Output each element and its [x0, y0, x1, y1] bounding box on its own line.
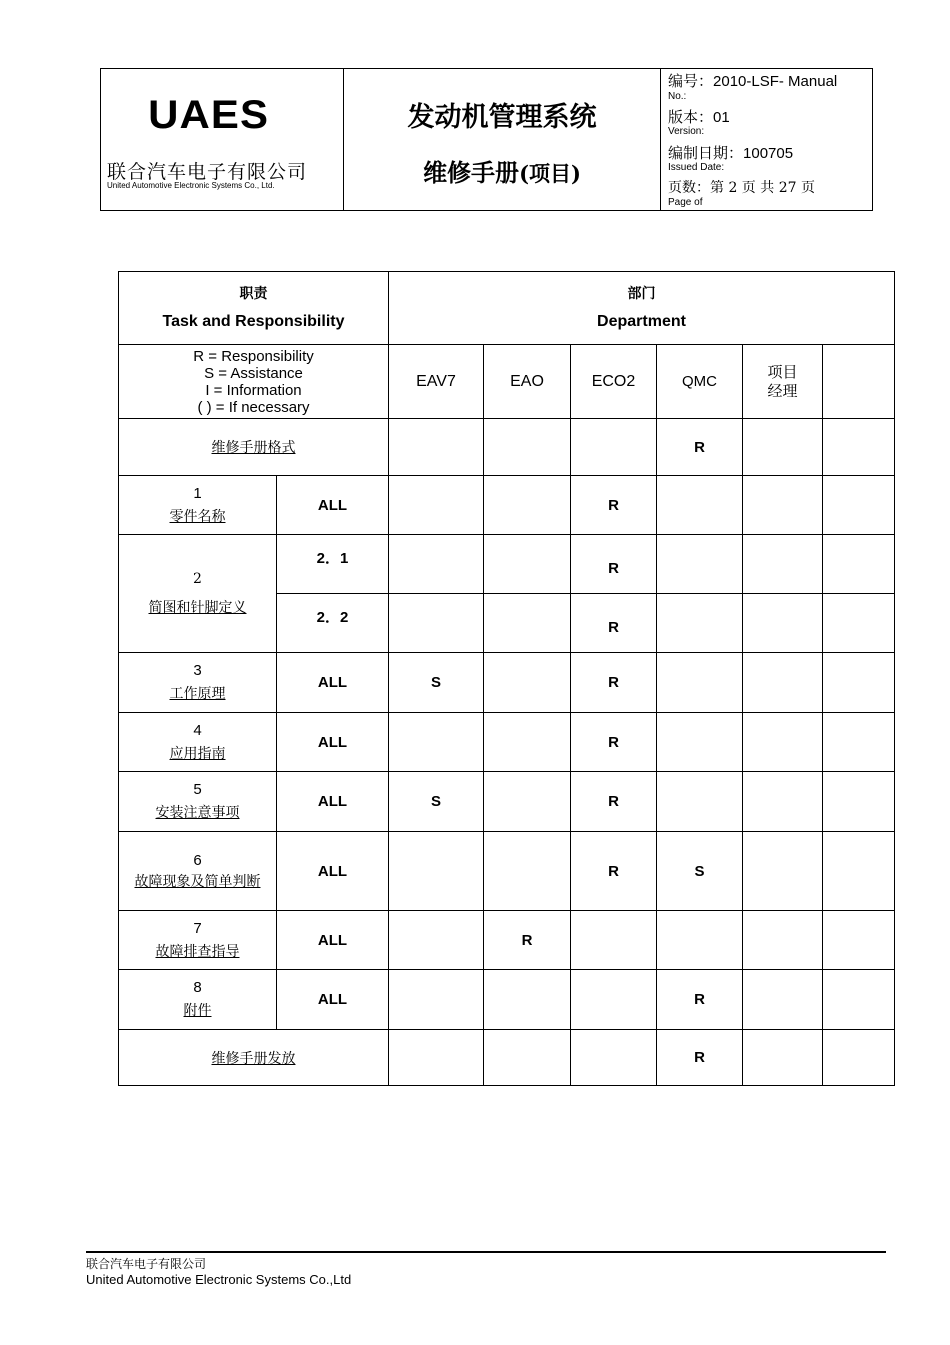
mark-cell [743, 653, 823, 713]
mark-cell [389, 970, 484, 1030]
item-label: 安装注意事项 [155, 805, 240, 821]
mark-cell [823, 419, 895, 476]
row-label [119, 419, 389, 476]
doc-number-value: 2010-LSF- Manual [713, 73, 838, 90]
meta-cell [661, 69, 872, 210]
task-header-en: Task and Responsibility [162, 313, 345, 330]
project-manager-label: 项目经理 [767, 362, 798, 400]
item-label-cell [119, 713, 277, 772]
scope-cell: ALL [277, 476, 389, 535]
subtitle-cn: 维修手册 [423, 158, 520, 187]
item-label-cell [119, 970, 277, 1030]
mark-cell [823, 713, 895, 772]
table-row [119, 970, 895, 1030]
table-row [119, 1030, 895, 1086]
table-row [119, 419, 895, 476]
item-label-cell [119, 772, 277, 832]
responsibility-table [118, 271, 895, 1086]
mark-cell [657, 713, 743, 772]
mark-cell: R [657, 419, 743, 476]
item-label: 附件 [183, 1003, 212, 1019]
row-label [119, 1030, 389, 1086]
scope-cell: ALL [277, 653, 389, 713]
item-label: 应用指南 [169, 745, 226, 762]
scope-cell: ALL [277, 713, 389, 772]
mark-cell [389, 911, 484, 970]
department-header [389, 272, 895, 345]
subtitle-paren: (项目) [519, 161, 581, 186]
scope-cell: 2．2 [277, 594, 389, 653]
mark-cell [571, 419, 657, 476]
mark-cell [571, 1030, 657, 1086]
mark-cell [484, 653, 571, 713]
mark-cell [743, 832, 823, 911]
page-count-en: Page of [668, 197, 703, 208]
mark-cell [743, 713, 823, 772]
table-row [119, 476, 895, 535]
doc-number-en: No.: [668, 91, 687, 102]
mark-cell [389, 419, 484, 476]
version-value: 01 [713, 109, 730, 126]
dept-eav7: EAV7 [389, 345, 484, 419]
version-en: Version: [668, 126, 705, 137]
mark-cell [484, 970, 571, 1030]
mark-cell: R [571, 772, 657, 832]
issued-date-en: Issued Date: [668, 162, 725, 173]
mark-cell [389, 1030, 484, 1086]
issued-date-value: 100705 [743, 145, 794, 162]
mark-cell [743, 419, 823, 476]
page-count: 页数：第 2 页 共 27 页 [668, 180, 815, 196]
mark-cell [823, 476, 895, 535]
item-number: 2 [193, 570, 202, 587]
doc-number-label: 编号： [668, 72, 714, 90]
document-header [100, 68, 873, 211]
mark-cell: R [571, 594, 657, 653]
mark-cell [823, 1030, 895, 1086]
mark-cell [484, 832, 571, 911]
legend-if-necessary: ( ) = If necessary [197, 398, 310, 416]
mark-cell [389, 832, 484, 911]
item-label-cell [119, 535, 277, 653]
mark-cell [823, 594, 895, 653]
mark-cell: R [571, 476, 657, 535]
version-label: 版本： [668, 108, 714, 126]
mark-cell [657, 535, 743, 594]
dept-eco2: ECO2 [571, 345, 657, 419]
mark-cell [484, 535, 571, 594]
mark-cell [743, 1030, 823, 1086]
mark-cell [823, 653, 895, 713]
format-row-label: 维修手册格式 [211, 440, 296, 456]
scope-cell: ALL [277, 970, 389, 1030]
mark-cell [389, 594, 484, 653]
footer-company-cn: 联合汽车电子有限公司 [86, 1257, 207, 1271]
item-label: 故障现象及简单判断 [134, 873, 261, 890]
item-number: 4 [193, 721, 202, 739]
item-label: 零件名称 [169, 508, 226, 525]
mark-cell [389, 535, 484, 594]
mark-cell: R [571, 832, 657, 911]
item-label-cell [119, 911, 277, 970]
mark-cell: R [571, 653, 657, 713]
mark-cell [657, 911, 743, 970]
mark-cell [743, 535, 823, 594]
item-number: 5 [193, 781, 202, 798]
item-label-cell [119, 476, 277, 535]
mark-cell [484, 476, 571, 535]
task-header-cn: 职责 [239, 286, 268, 302]
issued-date [668, 142, 793, 163]
mark-cell [823, 970, 895, 1030]
item-number: 6 [193, 851, 202, 869]
footer-company-en: United Automotive Electronic Systems Co.,Ltd [86, 1272, 352, 1287]
item-label: 工作原理 [169, 686, 226, 702]
mark-cell: S [657, 832, 743, 911]
legend-assistance: S = Assistance [204, 364, 303, 382]
item-label-cell [119, 832, 277, 911]
mark-cell [823, 772, 895, 832]
item-number: 8 [193, 979, 202, 996]
mark-cell: R [657, 970, 743, 1030]
mark-cell [571, 911, 657, 970]
mark-cell [743, 970, 823, 1030]
item-label: 简图和针脚定义 [148, 599, 247, 616]
mark-cell: S [389, 772, 484, 832]
mark-cell [657, 653, 743, 713]
table-row [119, 535, 895, 594]
company-logo: UAES [148, 93, 270, 137]
scope-cell: 2．1 [277, 535, 389, 594]
scope-cell: ALL [277, 832, 389, 911]
legend-responsibility: R = Responsibility [193, 347, 314, 365]
mark-cell [484, 772, 571, 832]
document-title: 发动机管理系统 [407, 102, 597, 133]
dept-blank [823, 345, 895, 419]
legend-information: I = Information [205, 381, 302, 399]
department-header-cn: 部门 [627, 286, 656, 302]
mark-cell [389, 476, 484, 535]
legend-row [119, 345, 895, 419]
item-label: 故障排查指导 [155, 943, 240, 960]
mark-cell [657, 594, 743, 653]
mark-cell [823, 535, 895, 594]
version [668, 106, 730, 127]
mark-cell: S [389, 653, 484, 713]
item-number: 1 [193, 484, 202, 502]
table-header-row [119, 272, 895, 345]
title-cell [344, 69, 661, 210]
mark-cell: R [657, 1030, 743, 1086]
company-name-cn: 联合汽车电子有限公司 [107, 161, 308, 183]
mark-cell [823, 911, 895, 970]
mark-cell [743, 476, 823, 535]
mark-cell [657, 476, 743, 535]
mark-cell: R [571, 713, 657, 772]
table-row [119, 911, 895, 970]
table-row [119, 653, 895, 713]
mark-cell [743, 911, 823, 970]
item-number: 3 [193, 662, 202, 679]
department-header-en: Department [597, 313, 686, 330]
dept-qmc: QMC [657, 345, 743, 419]
mark-cell [743, 772, 823, 832]
release-row-label: 维修手册发放 [211, 1050, 296, 1067]
mark-cell [571, 970, 657, 1030]
footer-divider [86, 1251, 886, 1253]
issued-date-label: 编制日期： [668, 144, 744, 162]
logo-cell [101, 69, 344, 210]
mark-cell [743, 594, 823, 653]
mark-cell [484, 1030, 571, 1086]
company-name-en: United Automotive Electronic Systems Co., Ltd. [107, 181, 275, 190]
legend-cell [119, 345, 389, 419]
document-subtitle [344, 153, 660, 188]
mark-cell: R [484, 911, 571, 970]
scope-cell: ALL [277, 911, 389, 970]
mark-cell [657, 772, 743, 832]
dept-eao: EAO [484, 345, 571, 419]
mark-cell [484, 594, 571, 653]
dept-project-manager [743, 345, 823, 419]
table-row [119, 713, 895, 772]
table-row [119, 832, 895, 911]
doc-number [668, 70, 837, 91]
mark-cell: R [571, 535, 657, 594]
mark-cell [389, 713, 484, 772]
mark-cell [823, 832, 895, 911]
item-number: 7 [193, 919, 202, 937]
task-header [119, 272, 389, 345]
mark-cell [484, 713, 571, 772]
table-row [119, 772, 895, 832]
scope-cell: ALL [277, 772, 389, 832]
mark-cell [484, 419, 571, 476]
item-label-cell [119, 653, 277, 713]
